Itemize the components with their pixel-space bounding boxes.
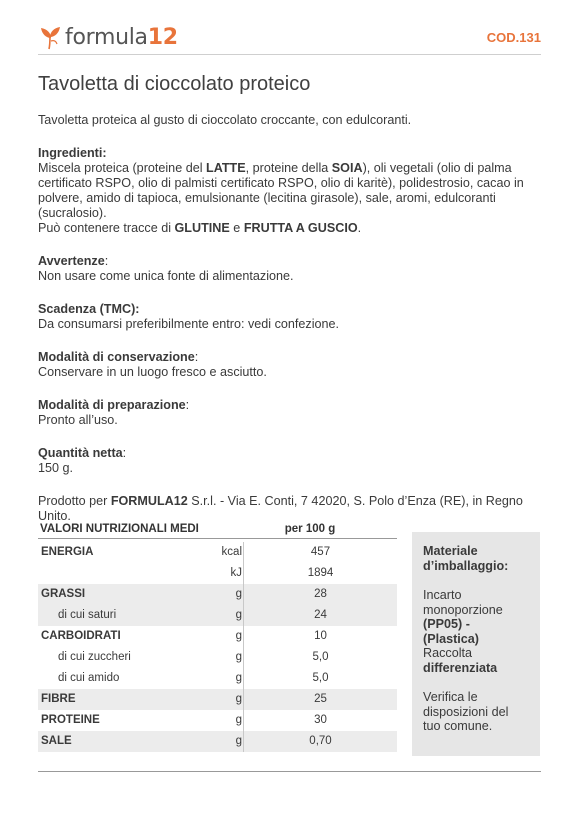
table-row: FIBRE g 25	[38, 689, 397, 710]
warnings-label: Avvertenze:	[38, 254, 109, 268]
storage-section	[38, 350, 541, 380]
leaf-logo-icon	[38, 24, 62, 50]
packaging-bold: differenziata	[423, 660, 498, 675]
table-row: di cui zuccheri g 5,0	[38, 647, 397, 668]
product-info	[38, 113, 541, 524]
expiry-text: Da consumarsi preferibilmente entro: vedi confezione.	[38, 317, 340, 331]
quantity-section	[38, 446, 541, 476]
quantity-text: 150 g.	[38, 461, 74, 475]
packaging-line1: Incarto monoporzione	[423, 588, 503, 617]
table-row: di cui saturi g 24	[38, 605, 397, 626]
page-title: Tavoletta di cioccolato proteico	[38, 73, 311, 95]
product-code: COD.131	[486, 30, 541, 45]
table-row: kJ 1894	[38, 563, 397, 584]
preparation-text: Pronto all’uso.	[38, 413, 118, 427]
expiry-section	[38, 302, 541, 332]
packaging-line2: Raccolta	[423, 646, 472, 660]
brand-logo[interactable]	[38, 20, 178, 54]
quantity-label: Quantità netta:	[38, 446, 127, 460]
producer-text: Prodotto per FORMULA12 S.r.l. - Via E. Conti, 7 42020, S. Polo d’Enza (RE), in Regno Unito.	[38, 494, 523, 523]
packaging-code: (PP05) - (Plastica)	[423, 617, 479, 646]
table-row: SALE g 0,70	[38, 731, 397, 752]
nutrition-header	[38, 521, 397, 539]
expiry-label: Scadenza (TMC):	[38, 302, 140, 316]
table-bottom-divider	[38, 771, 541, 772]
storage-label: Modalità di conservazione:	[38, 350, 199, 364]
warnings-section	[38, 254, 541, 284]
preparation-label: Modalità di preparazione:	[38, 398, 190, 412]
table-row: PROTEINE g 30	[38, 710, 397, 731]
storage-text: Conservare in un luogo fresco e asciutto.	[38, 365, 267, 379]
ingredients-text: Miscela proteica (proteine del LATTE, proteine della SOIA), oli vegetali (olio di palma certificato RSPO, olio di palmisti certificato RSPO, olio di karitè), polidestrosio, cacao in polvere, amido di tapioca, emulsionante (lecitina girasole), sale, aromi, edulcoranti (sucralosio).	[38, 161, 524, 220]
nutrition-table	[38, 521, 397, 752]
packaging-label: Materiale d’imballaggio:	[423, 544, 509, 573]
nutrition-header-per: per 100 g	[284, 523, 336, 535]
header-divider	[38, 54, 541, 55]
logo-text: formula12	[65, 24, 178, 50]
ingredients-label: Ingredienti:	[38, 146, 107, 160]
table-row: ENERGIA kcal 457	[38, 542, 397, 563]
table-row: GRASSI g 28	[38, 584, 397, 605]
packaging-line3: Verifica le disposizioni del tuo comune.	[423, 690, 509, 733]
allergen-traces: Può contenere tracce di GLUTINE e FRUTTA A GUSCIO.	[38, 221, 362, 235]
table-row: di cui amido g 5,0	[38, 668, 397, 689]
packaging-box	[412, 532, 540, 756]
producer-section	[38, 494, 541, 524]
nutrition-header-label: VALORI NUTRIZIONALI MEDI	[40, 523, 199, 535]
header	[38, 20, 541, 54]
table-row: CARBOIDRATI g 10	[38, 626, 397, 647]
ingredients-section	[38, 146, 541, 236]
warnings-text: Non usare come unica fonte di alimentazione.	[38, 269, 294, 283]
preparation-section	[38, 398, 541, 428]
description: Tavoletta proteica al gusto di cioccolato croccante, con edulcoranti.	[38, 113, 412, 127]
